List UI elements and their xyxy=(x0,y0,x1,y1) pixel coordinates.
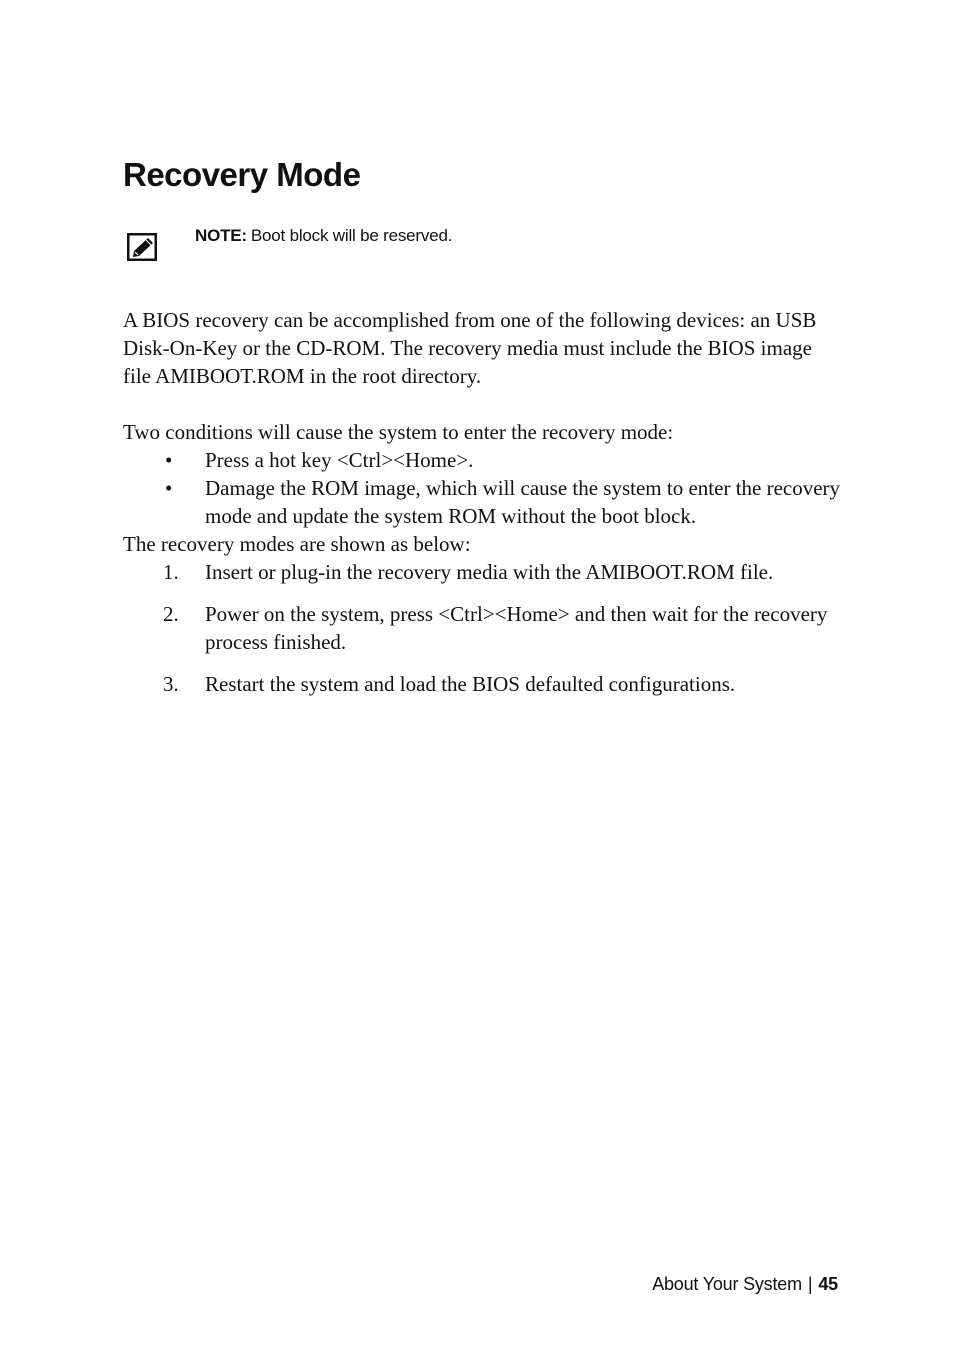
note-text xyxy=(195,224,452,248)
list-item-text: Insert or plug-in the recovery media with the AMIBOOT.ROM file. xyxy=(205,560,774,584)
steps-list xyxy=(123,558,843,698)
list-item xyxy=(123,670,843,698)
list-item xyxy=(123,600,843,656)
list-item xyxy=(123,474,843,530)
note-body: Boot block will be reserved. xyxy=(250,226,453,245)
footer-section: About Your System xyxy=(652,1274,802,1294)
body-content xyxy=(123,306,843,712)
intro-paragraph: A BIOS recovery can be accomplished from one of the following devices: an USB Disk-On-Key or the CD-ROM. The recovery media must include the BIOS image file AMIBOOT.ROM in the root directory. xyxy=(123,308,817,388)
page-title: Recovery Mode xyxy=(123,156,361,193)
list-item-text: Press a hot key <Ctrl><Home>. xyxy=(205,448,474,472)
page-number: 45 xyxy=(818,1274,838,1294)
conditions-list xyxy=(123,446,843,530)
steps-lead: The recovery modes are shown as below: xyxy=(123,532,471,556)
step-number: 1. xyxy=(163,560,179,584)
note-box xyxy=(126,224,846,264)
bullet-marker: • xyxy=(165,448,173,472)
list-item-text: Restart the system and load the BIOS defaulted configurations. xyxy=(205,672,736,696)
conditions-lead: Two conditions will cause the system to enter the recovery mode: xyxy=(123,420,674,444)
note-label: NOTE: xyxy=(195,226,247,245)
list-item-text: Power on the system, press <Ctrl><Home> and then wait for the recovery process finished. xyxy=(205,602,828,654)
note-pencil-icon xyxy=(126,232,158,262)
step-number: 3. xyxy=(163,672,179,696)
bullet-marker: • xyxy=(165,476,173,500)
list-item xyxy=(123,558,843,586)
page-footer xyxy=(652,1271,838,1297)
list-item-text: Damage the ROM image, which will cause the system to enter the recovery mode and update the system ROM without the boot block. xyxy=(205,476,841,528)
footer-separator: | xyxy=(807,1274,813,1294)
step-number: 2. xyxy=(163,602,179,626)
list-item xyxy=(123,446,843,474)
